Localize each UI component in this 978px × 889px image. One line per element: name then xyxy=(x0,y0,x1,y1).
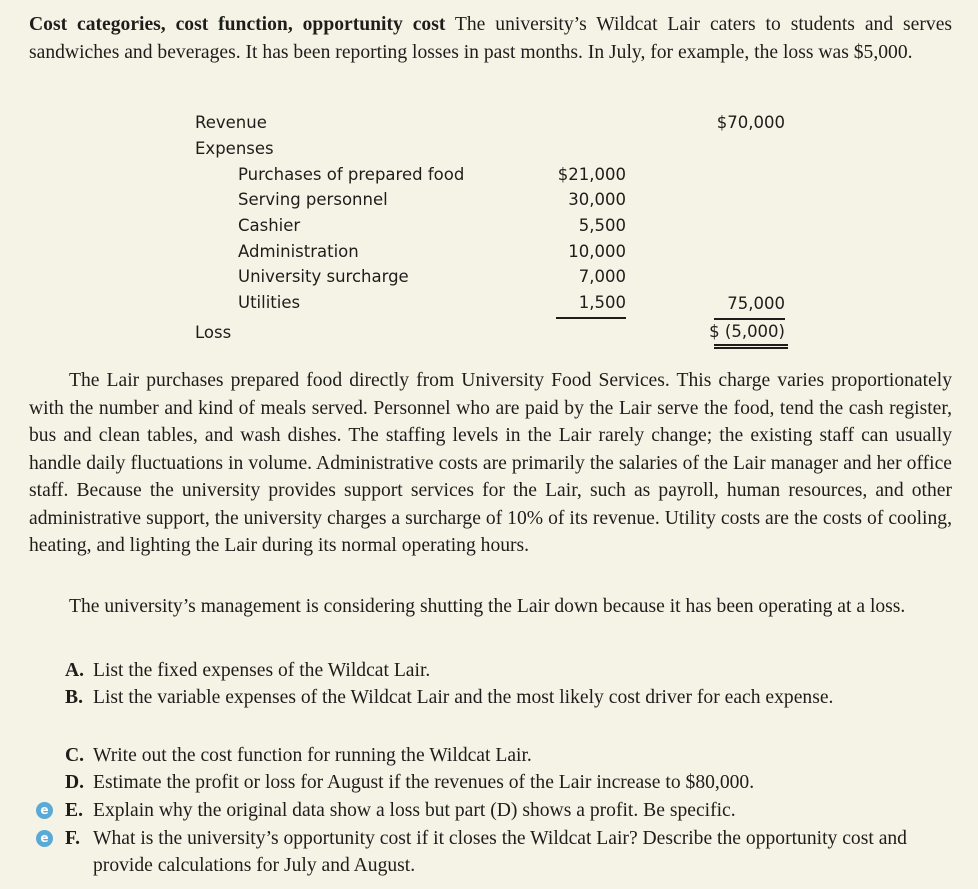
question-letter: C. xyxy=(65,745,85,766)
intro-text: The university’s Wildcat Lair caters to students and serves sandwiches and beverages. It has been reporting losses in past months. In July, for example, the loss was $5,000. xyxy=(29,14,953,63)
expense-value: 30,000 xyxy=(568,190,626,209)
expense-label: Administration xyxy=(238,242,359,261)
double-rule-top xyxy=(714,344,788,346)
expense-label: Purchases of prepared food xyxy=(238,165,465,184)
ebook-e-icon[interactable]: e xyxy=(36,802,53,819)
expense-label: Utilities xyxy=(238,293,301,312)
expense-label: Cashier xyxy=(238,216,301,235)
total-rule xyxy=(714,318,785,320)
revenue-value: $70,000 xyxy=(716,113,785,132)
expense-value: 5,500 xyxy=(578,216,626,235)
question-letter: E. xyxy=(65,800,83,821)
double-rule-bottom xyxy=(714,347,788,349)
expense-label: University surcharge xyxy=(238,267,409,286)
question-text: List the variable expenses of the Wildcat Lair and the most likely cost driver for each expense. xyxy=(93,687,834,708)
loss-label: Loss xyxy=(195,323,232,342)
question-text: Write out the cost function for running the Wildcat Lair. xyxy=(93,745,532,766)
revenue-label: Revenue xyxy=(195,113,267,132)
question-text: What is the university’s opportunity cost if it closes the Wildcat Lair? Describe the opportunity cost and provide calculations for July and August. xyxy=(93,828,907,876)
body-paragraph-2: The university’s management is considering shutting the Lair down because it has been operating at a loss. xyxy=(69,596,906,617)
question-letter: D. xyxy=(65,772,85,793)
question-text: List the fixed expenses of the Wildcat Lair. xyxy=(93,660,431,681)
ebook-e-icon[interactable]: e xyxy=(36,830,53,847)
total-expenses-value: 75,000 xyxy=(727,294,785,313)
loss-value: $ (5,000) xyxy=(709,322,785,341)
question-letter: B. xyxy=(65,687,83,708)
question-letter: A. xyxy=(65,660,85,681)
body-paragraph-1: The Lair purchases prepared food directly from University Food Services. This charge varies proportionately with the number and kind of meals served. Personnel who are paid by the Lair serve the food, tend the cash register, bus and clean tables, and wash dishes. The staffing levels in the Lair rarely change; the existing staff can usually handle daily fluctuations in volume. Administrative costs are primarily the salaries of the Lair manager and her office staff. Because the university provides support services for the Lair, such as payroll, human resources, and other administrative support, the university charges a surcharge of 10% of its revenue. Utility costs are the costs of cooling, heating, and lighting the Lair during its normal operating hours. xyxy=(29,370,952,556)
income-statement xyxy=(0,0,978,360)
subtotal-rule xyxy=(556,317,626,319)
expense-value: 1,500 xyxy=(578,293,626,312)
expense-value: $21,000 xyxy=(557,165,626,184)
expense-label: Serving personnel xyxy=(238,190,388,209)
question-text: Explain why the original data show a loss but part (D) shows a profit. Be specific. xyxy=(93,800,736,821)
expense-value: 7,000 xyxy=(578,267,626,286)
question-letter: F. xyxy=(65,828,81,849)
expenses-label: Expenses xyxy=(195,139,274,158)
expense-value: 10,000 xyxy=(568,242,626,261)
problem-title: Cost categories, cost function, opportunity cost xyxy=(29,14,446,35)
question-text: Estimate the profit or loss for August if the revenues of the Lair increase to $80,000. xyxy=(93,772,755,793)
